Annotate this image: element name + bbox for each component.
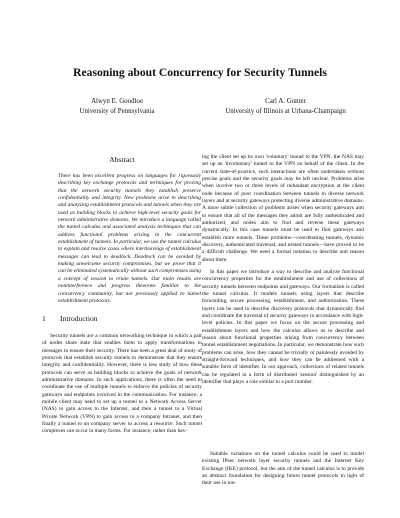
- paper-title: Reasoning about Concurrency for Security Tunnels: [73, 66, 327, 79]
- section-number: 1: [42, 314, 46, 323]
- introduction-paragraph: [42, 333, 202, 436]
- author-name: Carl A. Gunter: [265, 98, 306, 105]
- section-title: Introduction: [60, 314, 98, 323]
- paragraph-text: Suitable variations on the tunnel calculus could be used to model existing IPsec network layer security tunnels and the Internet Key Exchange (IKE) protocol, but the aim of the tunnel calculus is to provide an abstract foundation for designing future tunnel protocols in light of their use in tun-: [202, 451, 364, 487]
- introduction-text: Security tunnels are a common networking technique in which a pair of nodes share state that enables them to apply transformations to messages to ensure their security. There has been a great deal of study of protocols that establish security tunnels to demonstrate that they ensure integrity and confidentiality. However, there is less study of how these protocols can serve as building blocks to achieve the goals of network administrative domains. In such applications, there is often the need to coordinate the use of multiple tunnels to enforce the policies of security gateways and endpoints involved in the communication. For instance, a mobile client may need to set up a tunnel to a Network Access Server (NAS) to gain access to the Internet, and then a tunnel to a Virtual Private Network (VPN) to gain access to a company Intranet, and then finally a tunnel to an company server to access a resource. Such tunnel complexes can occur in many forms. For instance, rather than hav-: [42, 333, 202, 435]
- abstract-text: There has been excellent progress on languages for rigorously describing key exchange protocols and techniques for proving that the network security tunnels they establish preserve confidentiality and integrity. New problems arise in describing and analyzing establishment protocols and tunnels when they are used as building blocks to achieve high-level security goals for network administrative domains. We introduce a language called the tunnel calculus and associated analysis techniques that can address functional problems arising in the concurrent establishment of tunnels. In particular, we use the tunnel calculus to explain and resolve cases where interleavings of establishment messages can lead to deadlock. Deadlock can be avoided by making unwelcome security compromises, but we prove that it can be eliminated systematically without such compromises using a concept of session to relate tunnels. Our main results are noninterference and progress theorems familiar to the concurrency community, but not previously applied to tunnel establishment protocols.: [58, 173, 201, 304]
- paragraph-text: In this paper we introduce a way to describe and analyze functional concurrency properties for the establishment and use of collections of security tunnels between endpoints and gateways. Our formalism is called the tunnel calculus. It models tunnels using layers that describe forwarding, secure processing, establishment, and authorization. These layers can be used to describe discovery protocols that dynamically find and coordinate the traversal of security gateways in accordance with high-level policies. In this paper we focus on the secure processing and establishment layers and how the calculus allows us to describe and reason about functional properties arising from concurrency between tunnel establishment negotiations. In particular, we demonstrate how such problems can arise, how they cannot be trivially or painlessly avoided by straight-forward techniques, and how they can be addressed with a suitable form of identifier. In our approach, collections of related tunnels can be regulated in a form of distributed 'session' distinguished by an identifier that plays a role similar to a port number.: [202, 269, 364, 386]
- right-column-paragraph-1: ing the client set up its own 'voluntary' tunnel to the VPN, the NAS may set up an 'involuntary' tunnel to the VPN on behalf of the client. In the current state-of-practice, such interactions are often undertaken without precise goals and the security goals may be left unclear. Problems arise when involve two or three levels of redundant encryption at the client node because of poor coordination between tunnels in diverse network layers and at security gateways protecting diverse administrative domains. A more subtle collection of problems arises when security gateways aim to ensure that all of the messages they admit are fully authenticated and authorized, and nodes aim to find and reverse these gateways dynamically. In this case tunnels must be used to find gateways and establish more tunnels. These problems—coordinating tunnels, dynamic discovery, authenticated traversal, and nested tunnels—have proved to be a difficult challenge. We need a formal notation to describe and reason about them.: [202, 154, 364, 263]
- right-column-paragraph-2: [202, 269, 364, 387]
- introduction-heading: [42, 314, 202, 324]
- author-block-2: [203, 97, 368, 117]
- abstract-heading: Abstract: [109, 155, 135, 164]
- author-block-1: [42, 97, 192, 117]
- author-name: Alwyn E. Goodloe: [91, 98, 143, 105]
- author-affiliation: University of Illinois at Urbana-Champaign: [225, 108, 346, 115]
- author-affiliation: University of Pennsylvania: [79, 108, 155, 115]
- right-column-paragraph-3: [202, 451, 364, 488]
